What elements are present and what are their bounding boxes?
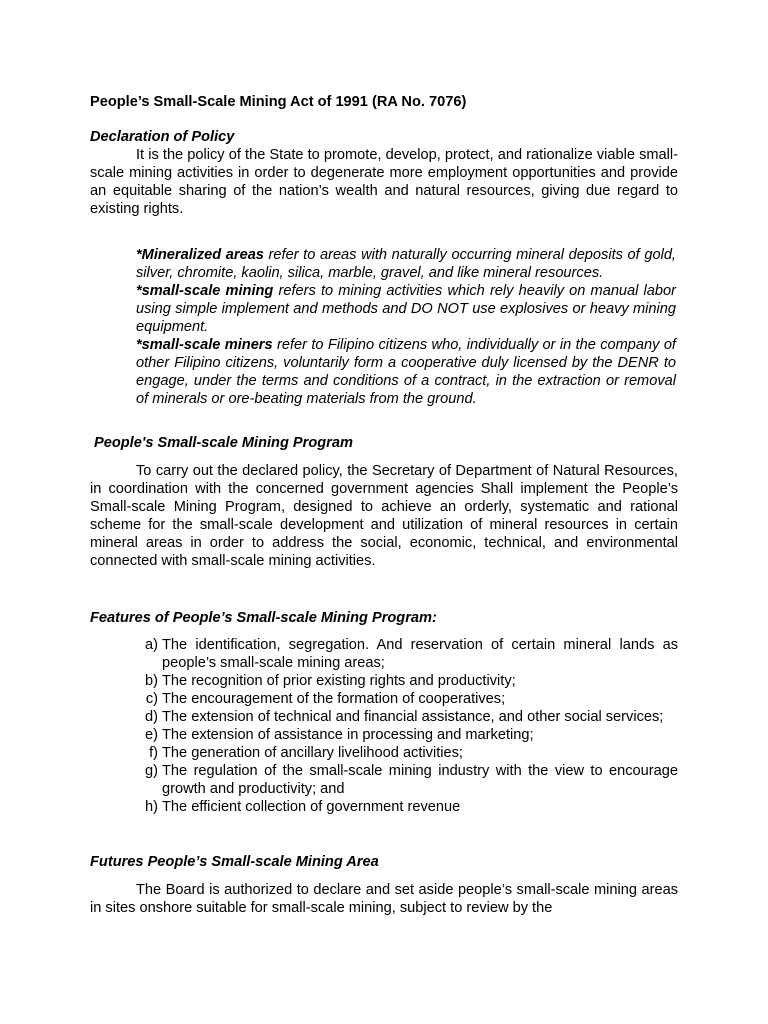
declaration-paragraph: It is the policy of the State to promote, develop, protect, and rationalize viable small-scale mining activities in order to degenerate more employment opportunities and provide an equitable sharing of the nation’s wealth and natural resources, giving due regard to existing rights.: [90, 147, 678, 217]
area-section: [90, 881, 678, 917]
definition-mineralized-areas: [136, 246, 676, 282]
definitions-block: [136, 246, 676, 408]
definition-text: refers to mining activities which rely heavily on manual labor using simple implement and methods and DO NOT use explosives or heavy mining equipment.: [136, 283, 676, 335]
list-item: [90, 798, 678, 816]
definition-term: *Mineralized areas: [136, 247, 264, 263]
list-item-text: The extension of assistance in processing and marketing;: [162, 727, 534, 743]
document-title: People’s Small-Scale Mining Act of 1991 (RA No. 7076): [90, 94, 467, 110]
list-marker: d): [145, 709, 158, 725]
program-heading: People's Small-scale Mining Program: [94, 435, 353, 451]
definition-text: refer to areas with naturally occurring mineral deposits of gold, silver, chromite, kaolin, silica, marble, gravel, and like mineral resources.: [136, 247, 676, 281]
list-item: [90, 690, 678, 708]
list-marker: c): [145, 691, 158, 707]
definition-term: *small-scale miners: [136, 337, 273, 353]
declaration-section: [90, 146, 678, 218]
list-marker: b): [145, 673, 158, 689]
area-heading: Futures People’s Small-scale Mining Area: [90, 854, 379, 870]
list-marker: a): [145, 637, 158, 653]
list-marker: f): [149, 745, 158, 761]
list-item-text: The extension of technical and financial assistance, and other social services;: [162, 709, 664, 725]
features-heading: Features of People’s Small-scale Mining Program:: [90, 610, 437, 626]
features-list: [90, 636, 678, 816]
definition-text: refer to Filipino citizens who, individually or in the company of other Filipino citizens, voluntarily form a cooperative duly licensed by the DENR to engage, under the terms and conditions of a contract, in the extraction or removal of minerals or ore-beating materials from the ground.: [136, 337, 676, 407]
list-item: [90, 636, 678, 672]
list-marker: g): [145, 763, 158, 779]
list-marker: h): [145, 799, 158, 815]
list-item-text: The recognition of prior existing rights and productivity;: [162, 673, 516, 689]
list-item: [90, 708, 678, 726]
list-item-text: The identification, segregation. And reservation of certain mineral lands as people’s small-scale mining areas;: [162, 637, 678, 671]
list-item-text: The generation of ancillary livelihood activities;: [162, 745, 463, 761]
list-item-text: The encouragement of the formation of cooperatives;: [162, 691, 506, 707]
program-paragraph: To carry out the declared policy, the Secretary of Department of Natural Resources, in coordination with the concerned government agencies Shall implement the People’s Small-scale Mining Program, designed to achieve an orderly, systematic and rational scheme for the small-scale development and utilization of mineral resources in certain mineral areas in order to address the social, economic, technical, and environmental connected with small-scale mining activities.: [90, 463, 678, 569]
list-item-text: The regulation of the small-scale mining industry with the view to encourage growth and productivity; and: [162, 763, 678, 797]
definition-small-scale-mining: [136, 282, 676, 336]
definition-small-scale-miners: [136, 336, 676, 408]
list-item-text: The efficient collection of government revenue: [162, 799, 461, 815]
list-item: [90, 762, 678, 798]
declaration-heading: Declaration of Policy: [90, 129, 235, 145]
list-item: [90, 744, 678, 762]
list-marker: e): [145, 727, 158, 743]
list-item: [90, 726, 678, 744]
list-item: [90, 672, 678, 690]
area-paragraph: The Board is authorized to declare and set aside people’s small-scale mining areas in sites onshore suitable for small-scale mining, subject to review by the: [90, 882, 678, 916]
definition-term: *small-scale mining: [136, 283, 274, 299]
program-section: [90, 462, 678, 570]
